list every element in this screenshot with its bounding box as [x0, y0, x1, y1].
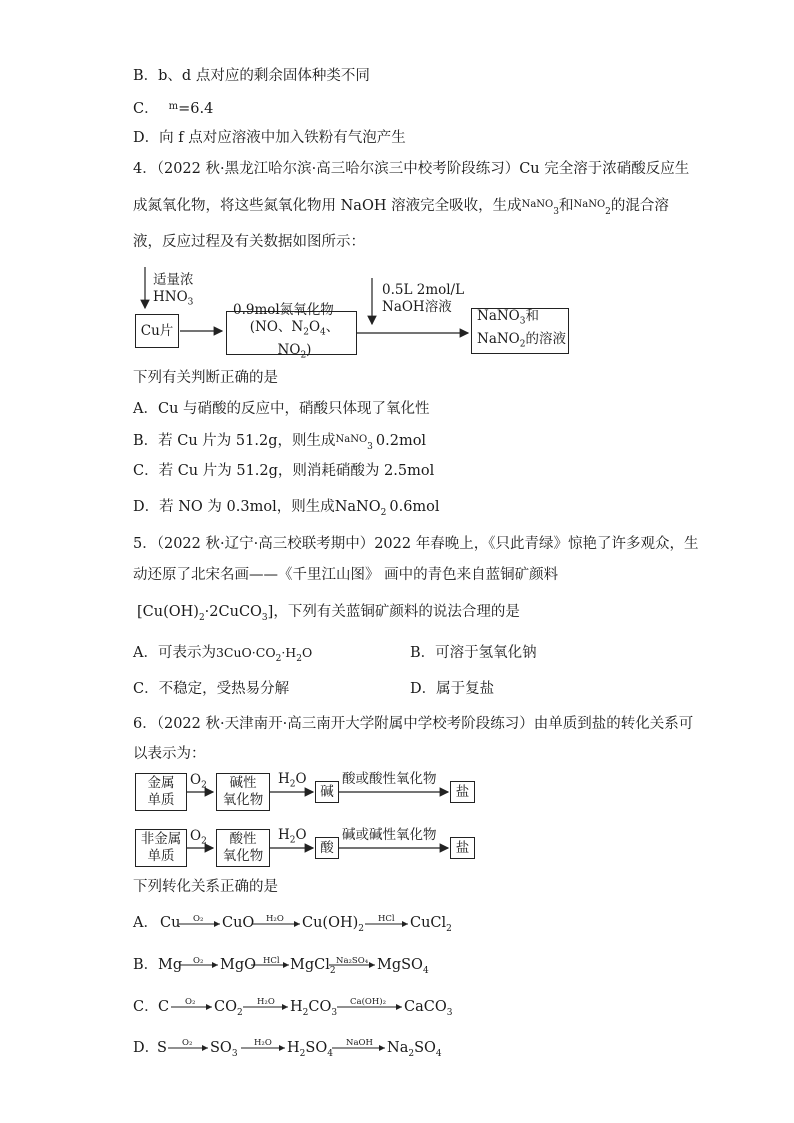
q5-stem-line1: 5．（2022 秋·辽宁·高三校联考期中）2022 年春晚上，《只此青绿》惊艳了许多观众，生: [133, 536, 699, 552]
q6-stem-line1: 6．（2022 秋·天津南开·高三南开大学附属中学校考阶段练习）由单质到盐的转化关系可: [133, 716, 694, 732]
basic-oxide-box: 碱性 氧化物: [216, 773, 270, 811]
q4-option-b: B．若 Cu 片为 51.2g，则生成$^{NaNO}_3$ 0.2mol: [133, 433, 427, 452]
acid-box: 酸: [315, 837, 339, 859]
o2-label-2: $O_2$: [190, 828, 207, 847]
q3-option-b: B．b、d 点对应的剩余固体种类不同: [133, 68, 370, 84]
o2-label-1: $O_2$: [190, 772, 207, 791]
metal-element-box: 金属 单质: [135, 773, 187, 811]
q3-option-d: D．向 f 点对应溶液中加入铁粉有气泡产生: [133, 130, 406, 146]
q4-stem-line1: 4．（2022 秋·黑龙江哈尔滨·高三哈尔滨三中校考阶段练习）Cu 完全溶于浓硝酸反应生: [133, 161, 690, 177]
nitrogen-oxides-box: 0.9mol氮氧化物 (NO、$N_2O_4$、$NO_2$): [226, 311, 357, 355]
q3-option-c: C． $^m$=6.4: [133, 101, 214, 117]
q5-option-a: A．可表示为$3CuO\cdot CO_2\cdot H_2O$: [133, 645, 313, 664]
q4-stem-line2: 成氮氧化物，将这些氮氧化物用 NaOH 溶液完全吸收，生成$^{NaNO}_3$和$^{NaNO}_2$的混合溶: [133, 198, 669, 217]
base-reagent-label: 碱或碱性氧化物: [342, 827, 437, 843]
q5-option-b: B．可溶于氢氧化钠: [410, 645, 537, 661]
q4-option-a: A．Cu 与硝酸的反应中，硝酸只体现了氧化性: [133, 401, 430, 417]
h2o-label-1: $H_2O$: [278, 771, 307, 790]
cu-box: Cu片: [135, 314, 179, 348]
q6-stem-line2: 以表示为：: [133, 746, 206, 762]
sodium-nitrate-solution-box: NaNO$_3$和 NaNO$_2$的溶液: [471, 308, 569, 354]
q5-stem-line2: 动还原了北宋名画——《千里江山图》 画中的青色来自蓝铜矿颜料: [133, 567, 559, 583]
q5-option-c: C．不稳定，受热易分解: [133, 681, 290, 697]
q4-stem-line3: 液，反应过程及有关数据如图所示：: [133, 234, 365, 250]
salt-box-1: 盐: [450, 781, 475, 803]
nonmetal-element-box: 非金属 单质: [135, 829, 187, 867]
q5-option-d: D．属于复盐: [410, 681, 495, 697]
acidic-oxide-box: 酸性 氧化物: [216, 829, 270, 867]
q4-option-d: D．若 NO 为 0.3mol，则生成NaNO$_2$ 0.6mol: [133, 499, 440, 518]
reagent-conc-hno3: 适量浓 $HNO_3$: [153, 272, 194, 308]
acid-reagent-label: 酸或酸性氧化物: [342, 771, 437, 787]
base-box: 碱: [315, 781, 339, 803]
q5-stem-line3: $[Cu(OH)_2\cdot 2CuCO_3]$，下列有关蓝铜矿颜料的说法合理的是: [137, 604, 520, 623]
salt-box-2: 盐: [450, 837, 475, 859]
q4-option-c: C．若 Cu 片为 51.2g，则消耗硝酸为 2.5mol: [133, 463, 435, 479]
reagent-naoh: 0.5L 2mol/L NaOH溶液: [382, 282, 465, 315]
h2o-label-2: $H_2O$: [278, 827, 307, 846]
q4-question: 下列有关判断正确的是: [133, 370, 278, 386]
q6-question: 下列转化关系正确的是: [133, 879, 278, 895]
